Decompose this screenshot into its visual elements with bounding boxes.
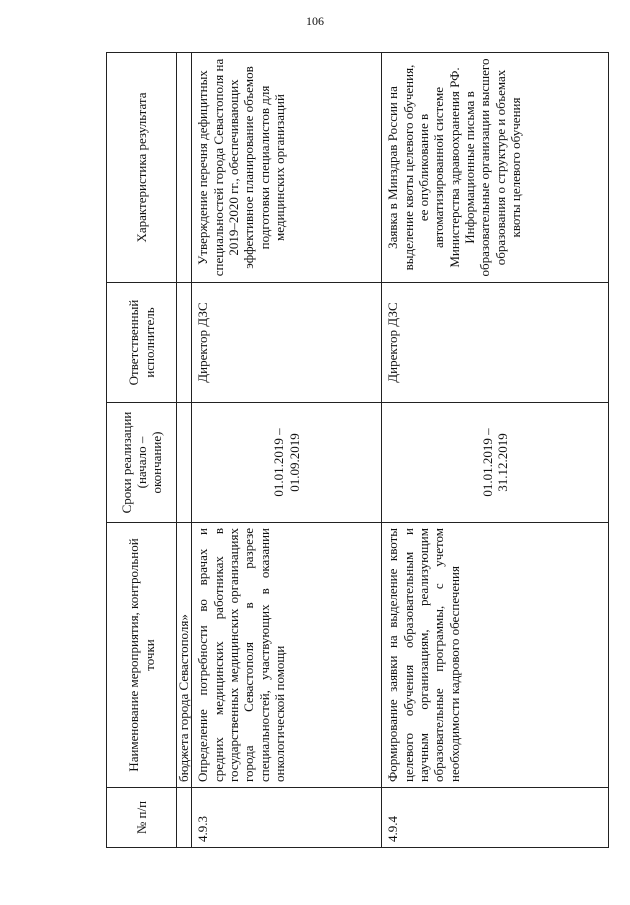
row-activity-name: Определение потребности во врачах и средних медицинских работниках в государственных медицинских организациях города Севастополя в разрезе специальностей, участвующих в оказании онкологической помощи xyxy=(192,523,382,788)
row-activity-name: Формирование заявки на выделение квоты целевого обучения образовательным и научным организациям, реализующим образовательные программы, с учетом необходимости кадрового обеспечения xyxy=(382,523,609,788)
continuation-num-cell xyxy=(177,788,192,848)
page-number: 106 xyxy=(306,14,324,28)
activities-table xyxy=(106,52,609,848)
row-result: Заявка в Минздрав России на выделение квоты целевого обучения, ее опубликование в автоматизированной системе Министерства здравоохранения РФ. Информационные письма в образовательные организации высшего образования о структуре и объемах квоты целевого обучения xyxy=(382,53,609,283)
header-activity-name: Наименование мероприятия, контрольной точки xyxy=(107,523,177,788)
row-executor: Директор ДЗС xyxy=(382,283,609,403)
row-period: 01.01.2019 – 01.09.2019 xyxy=(192,403,382,523)
rotated-table-container xyxy=(106,53,608,848)
header-number: № п/п xyxy=(107,788,177,848)
header-result: Характеристика результата xyxy=(107,53,177,283)
header-period: Сроки реализации (начало – окончание) xyxy=(107,403,177,523)
header-executor: Ответственный исполнитель xyxy=(107,283,177,403)
table-row xyxy=(382,53,609,848)
table-continuation-row xyxy=(177,53,192,848)
table-row xyxy=(192,53,382,848)
continuation-empty-cell xyxy=(177,283,192,403)
row-number: 4.9.3 xyxy=(192,788,382,848)
continuation-text: бюджета города Севастополя» xyxy=(177,523,192,788)
continuation-empty-cell xyxy=(177,53,192,283)
row-executor: Директор ДЗС xyxy=(192,283,382,403)
row-result: Утверждение перечня дефицитных специальностей города Севастополя на 2019–2020 гг., обеспечивающих эффективное планирование объемов подготовки специалистов для медицинских организаций xyxy=(192,53,382,283)
row-number: 4.9.4 xyxy=(382,788,609,848)
table-header-row xyxy=(107,53,177,848)
row-period: 01.01.2019 – 31.12.2019 xyxy=(382,403,609,523)
continuation-empty-cell xyxy=(177,403,192,523)
